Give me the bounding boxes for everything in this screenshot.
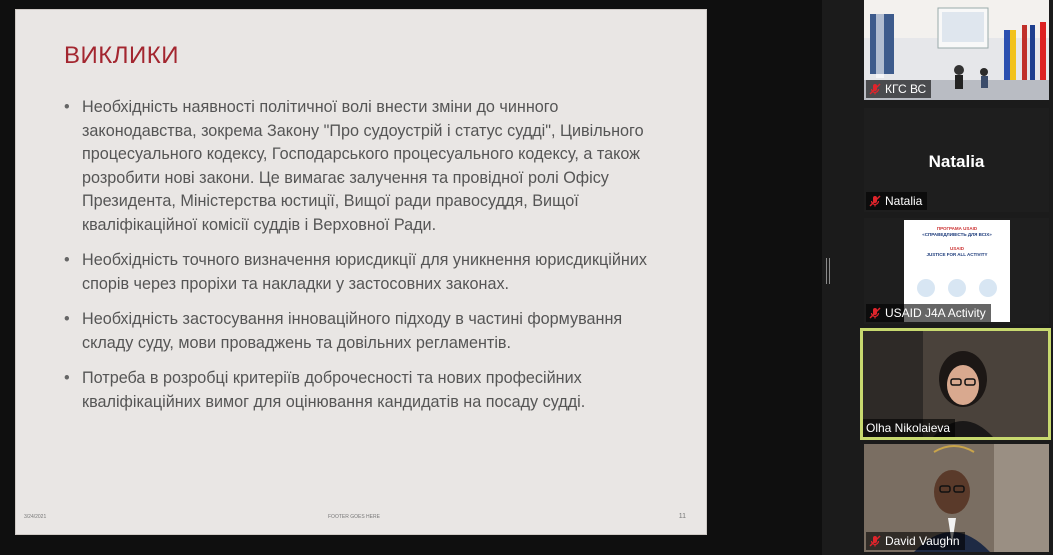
panel-resize-handle[interactable] xyxy=(826,258,831,284)
slide-bullet xyxy=(64,308,664,355)
presentation-slide xyxy=(16,10,706,534)
mic-muted-icon xyxy=(869,195,881,207)
slide-title: ВИКЛИКИ xyxy=(64,42,179,69)
mic-muted-icon xyxy=(869,83,881,95)
participant-label xyxy=(863,419,955,437)
slide-bullet xyxy=(64,367,664,414)
video-tile-david-vaughn[interactable] xyxy=(864,444,1049,552)
slide-footer-date: 3/24/2021 xyxy=(24,514,47,520)
participant-display-name: Natalia xyxy=(928,152,985,171)
participant-name: Olha Nikolaieva xyxy=(866,421,951,435)
bullet-text: Необхідність наявності політичної волі внести зміни до чинного законодавства, зокрема Закону "Про судоустрій і статус судді", Цивільного процесуального кодексу, Господарського процесуального кодексу, а також розробити нові закони. Це вимагає залучення та провідної ролі Офісу Президента, Міністерства юстиції, Вищої ради правосуддя, Вищої кваліфікаційної комісії суддів і Верховної Ради. xyxy=(82,98,644,234)
video-tile-usaid[interactable] xyxy=(864,218,1049,324)
poster-line: «СПРАВЕДЛИВІСТЬ ДЛЯ ВСІХ» xyxy=(922,232,992,237)
bullet-icon: • xyxy=(64,310,70,328)
poster-line: USAID xyxy=(949,246,964,251)
bullet-icon: • xyxy=(64,251,70,269)
participant-label xyxy=(866,192,927,210)
slide-bullet xyxy=(64,96,664,237)
slide-page-number: 11 xyxy=(678,513,686,520)
participant-label xyxy=(866,532,965,550)
mic-muted-icon xyxy=(869,535,881,547)
poster-line: JUSTICE FOR ALL ACTIVITY xyxy=(926,252,988,257)
bullet-text: Необхідність точного визначення юрисдикції для уникнення юрисдикційних спорів через проріхи та накладки у застосовних законах. xyxy=(82,251,648,293)
slide-footer-text: FOOTER GOES HERE xyxy=(328,514,380,520)
bullet-icon: • xyxy=(64,369,70,387)
slide-bullet-list xyxy=(64,96,664,426)
participant-name: USAID J4A Activity xyxy=(885,306,986,320)
mic-muted-icon xyxy=(869,307,881,319)
participant-name: КГС ВС xyxy=(885,82,927,96)
bullet-icon: • xyxy=(64,98,70,116)
participant-label xyxy=(866,304,991,322)
video-tile-olha-nikolaieva[interactable] xyxy=(860,328,1051,440)
poster-icons xyxy=(904,276,1010,306)
video-tile-natalia[interactable] xyxy=(864,108,1049,212)
participant-name: Natalia xyxy=(885,194,923,208)
bullet-text: Необхідність застосування інноваційного підходу в частині формування складу суду, мови проваджень та довільних регламентів. xyxy=(82,310,623,352)
participant-name: David Vaughn xyxy=(885,534,960,548)
participant-label xyxy=(866,80,931,98)
video-tile-kgs-vs[interactable] xyxy=(864,0,1049,100)
slide-bullet xyxy=(64,249,664,296)
poster-line: ПРОГРАМА USAID xyxy=(936,226,978,231)
bullet-text: Потреба в розробці критеріїв доброчесності та нових професійних кваліфікаційних вимог для оцінювання кандидатів на посаду судді. xyxy=(82,369,586,411)
